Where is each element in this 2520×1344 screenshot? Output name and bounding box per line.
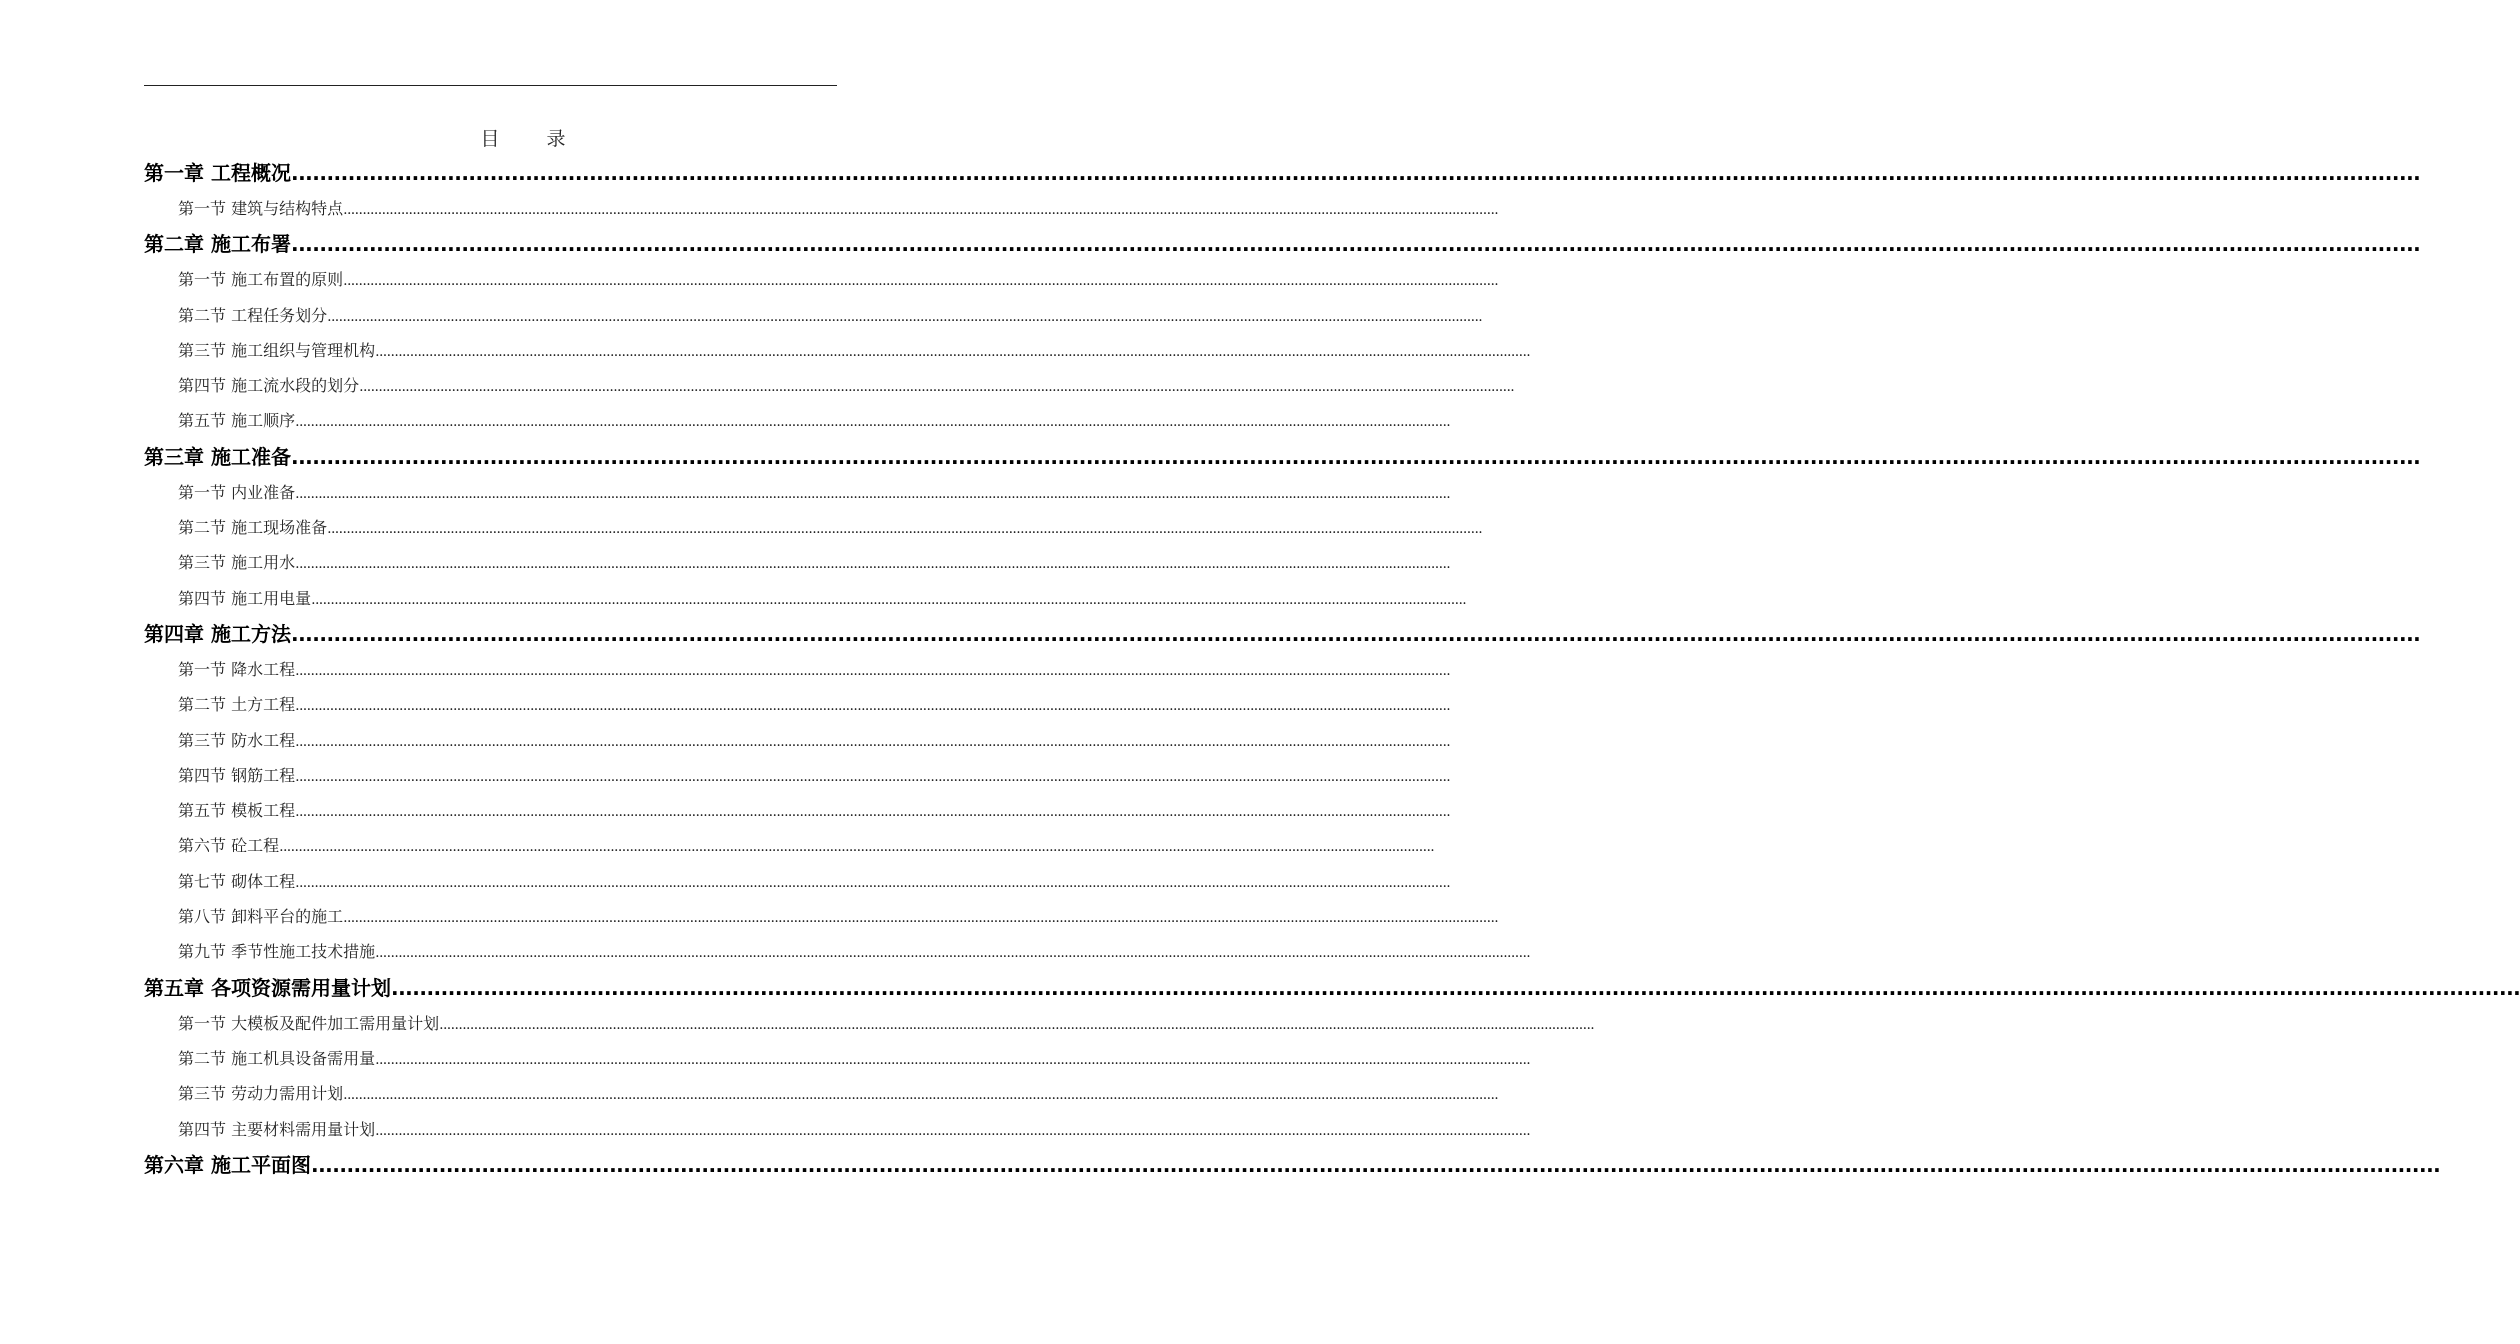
toc-section[interactable]: 第八节 卸料平台的施工 ............................................................................................................................................................................................................................................................................................................	[178, 907, 1499, 927]
header-rule	[144, 85, 837, 86]
table-of-contents	[144, 155, 2520, 1183]
toc-section[interactable]: 第三节 劳动力需用计划 ............................................................................................................................................................................................................................................................................................................	[178, 1084, 1499, 1104]
toc-section[interactable]: 第六节 砼工程 ............................................................................................................................................................................................................................................................................................................	[178, 836, 1435, 856]
toc-section[interactable]: 第五节 模板工程 ............................................................................................................................................................................................................................................................................................................	[178, 801, 1451, 821]
toc-chapter[interactable]: 第五章 各项资源需用量计划 ............................................................................................................................................................................................................................................................................................................	[144, 975, 2520, 1000]
toc-section[interactable]: 第二节 施工机具设备需用量 ............................................................................................................................................................................................................................................................................................................	[178, 1048, 1531, 1068]
toc-section[interactable]: 第四节 主要材料需用量计划 ............................................................................................................................................................................................................................................................................................................	[178, 1119, 1531, 1139]
toc-title: 目 录	[480, 128, 580, 150]
toc-section[interactable]: 第三节 施工用水 ............................................................................................................................................................................................................................................................................................................	[178, 553, 1451, 573]
toc-section[interactable]: 第二节 施工现场准备 ............................................................................................................................................................................................................................................................................................................	[178, 518, 1483, 538]
toc-section[interactable]: 第三节 施工组织与管理机构 ............................................................................................................................................................................................................................................................................................................	[178, 340, 1531, 360]
toc-section[interactable]: 第三节 防水工程 ............................................................................................................................................................................................................................................................................................................	[178, 730, 1451, 750]
toc-section[interactable]: 第一节 建筑与结构特点 ............................................................................................................................................................................................................................................................................................................	[178, 199, 1499, 218]
toc-chapter[interactable]: 第二章 施工布署 ............................................................................................................................................................................................................................................................................................................	[144, 232, 2421, 257]
toc-section[interactable]: 第四节 施工用电量 ............................................................................................................................................................................................................................................................................................................	[178, 588, 1467, 608]
toc-section[interactable]: 第五节 施工顺序 ............................................................................................................................................................................................................................................................................................................	[178, 411, 1451, 431]
toc-section[interactable]: 第一节 降水工程 ............................................................................................................................................................................................................................................................................................................	[178, 659, 1451, 679]
toc-section[interactable]: 第九节 季节性施工技术措施 ............................................................................................................................................................................................................................................................................................................	[178, 942, 1531, 962]
toc-chapter[interactable]: 第三章 施工准备 ............................................................................................................................................................................................................................................................................................................	[144, 444, 2421, 469]
toc-section[interactable]: 第四节 施工流水段的划分 ............................................................................................................................................................................................................................................................................................................	[178, 376, 1515, 396]
toc-chapter[interactable]: 第四章 施工方法 ............................................................................................................................................................................................................................................................................................................	[144, 621, 2421, 646]
toc-section[interactable]: 第二节 土方工程 ............................................................................................................................................................................................................................................................................................................	[178, 695, 1451, 715]
toc-section[interactable]: 第二节 工程任务划分 ............................................................................................................................................................................................................................................................................................................	[178, 305, 1483, 325]
toc-chapter[interactable]: 第一章 工程概况 ............................................................................................................................................................................................................................................................................................................	[144, 161, 2421, 185]
toc-section[interactable]: 第七节 砌体工程 ............................................................................................................................................................................................................................................................................................................	[178, 871, 1451, 891]
toc-section[interactable]: 第一节 施工布置的原则 ............................................................................................................................................................................................................................................................................................................	[178, 270, 1499, 290]
toc-section[interactable]: 第四节 钢筋工程 ............................................................................................................................................................................................................................................................................................................	[178, 765, 1451, 785]
toc-section[interactable]: 第一节 内业准备 ............................................................................................................................................................................................................................................................................................................	[178, 482, 1451, 502]
toc-chapter[interactable]: 第六章 施工平面图 ............................................................................................................................................................................................................................................................................................................	[144, 1152, 2441, 1177]
toc-section[interactable]: 第一节 大模板及配件加工需用量计划 ............................................................................................................................................................................................................................................................................................................	[178, 1013, 1595, 1033]
